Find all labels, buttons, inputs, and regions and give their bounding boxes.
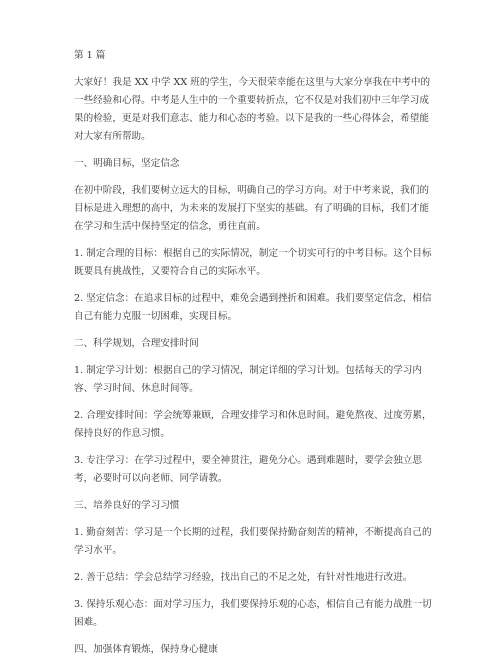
section-3-item-1: 1. 勤奋刻苦：学习是一个长期的过程，我们要保持勤奋刻苦的精神，不断提高自己的学习水平。: [74, 527, 432, 556]
section-3-item-3: 3. 保持乐观心态：面对学习压力，我们要保持乐观的心态，相信自己有能力战胜一切困难。: [74, 599, 432, 628]
section-1-paragraph: 在初中阶段，我们要树立远大的目标，明确自己的学习方向。对于中考来说，我们的目标是进入理想的高中，为未来的发展打下坚实的基础。有了明确的目标，我们才能在学习和生活中保持坚定的信念，勇往直前。: [74, 185, 429, 232]
section-1-item-2: 2. 坚定信念：在追求目标的过程中，难免会遇到挫折和困难。我们要坚定信念，相信自己有能力克服一切困难，实现目标。: [74, 293, 432, 322]
section-heading-2: 二、科学规划，合理安排时间: [74, 338, 199, 349]
article-number: 第 1 篇: [74, 50, 106, 61]
section-1-item-1: 1. 制定合理的目标：根据自己的实际情况，制定一个切实可行的中考目标。这个目标既要具有挑战性，又要符合自己的实际水平。: [74, 248, 432, 277]
section-heading-1: 一、明确目标，坚定信念: [74, 158, 180, 169]
document-body: [74, 47, 436, 668]
intro-paragraph: 大家好！我是 XX 中学 XX 班的学生，今天很荣幸能在这里与大家分享我在中考中的一些经验和心得。中考是人生中的一个重要转折点，它不仅是对我们初中三年学习成果的检验，更是对我们意志、能力和心态的考验。以下是我的一些心得体会，希望能对大家有所帮助。: [74, 77, 431, 142]
section-2-item-2: 2. 合理安排时间：学会统筹兼顾，合理安排学习和休息时间。避免熬夜、过度劳累，保持良好的作息习惯。: [74, 410, 432, 439]
section-2-item-1: 1. 制定学习计划：根据自己的学习情况，制定详细的学习计划。包括每天的学习内容、学习时间、休息时间等。: [74, 365, 422, 394]
section-2-item-3: 3. 专注学习：在学习过程中，要全神贯注，避免分心。遇到难题时，要学会独立思考，必要时可以向老师、同学请教。: [74, 455, 422, 484]
section-heading-4: 四、加强体育锻炼，保持身心健康: [74, 644, 218, 655]
section-3-item-2: 2. 善于总结：学会总结学习经验，找出自己的不足之处，有针对性地进行改进。: [74, 572, 413, 583]
section-heading-3: 三、培养良好的学习习惯: [74, 500, 180, 511]
